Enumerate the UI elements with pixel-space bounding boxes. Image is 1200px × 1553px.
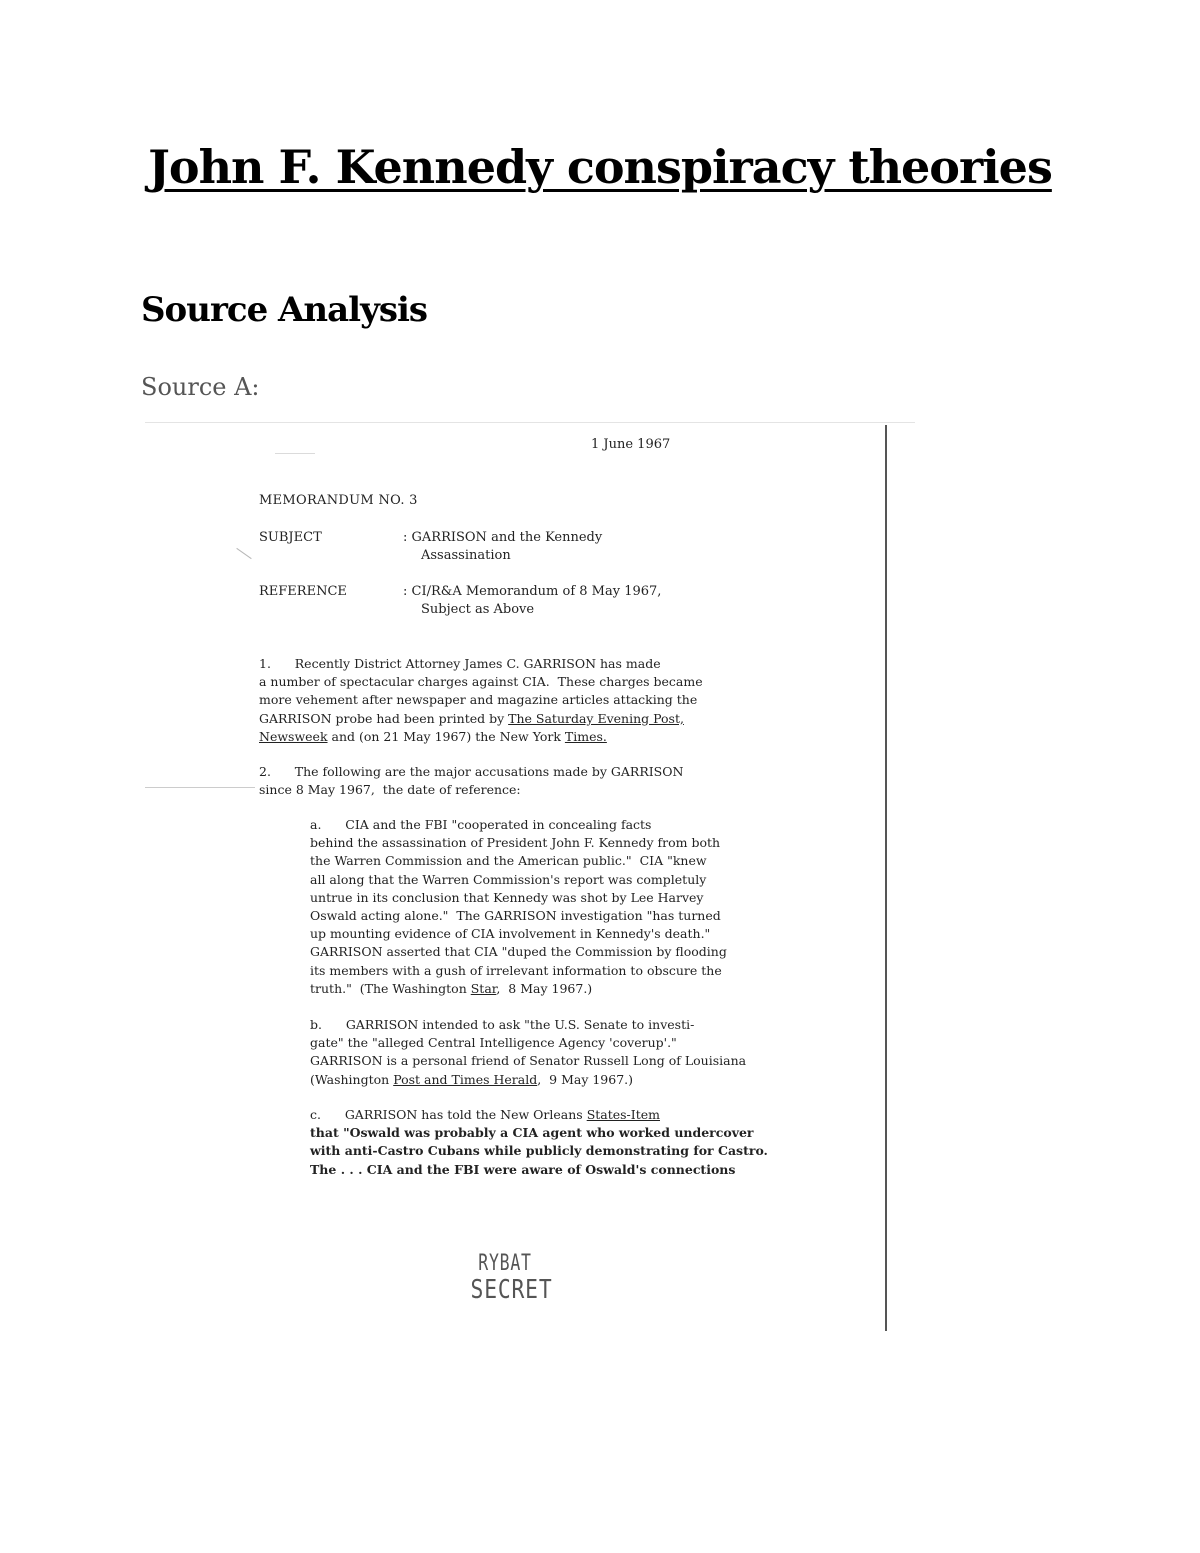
memo-line: 2. The following are the major accusations made by GARRISON — [259, 764, 684, 779]
memo-line: all along that the Warren Commission's report was completuly — [310, 871, 707, 887]
memo-line: that "Oswald was probably a CIA agent who worked undercover — [310, 1125, 754, 1141]
memo-line: GARRISON asserted that CIA "duped the Commission by flooding — [310, 944, 727, 960]
memo-line: , 8 May 1967.) — [496, 980, 593, 996]
memo-paragraph-1 — [259, 655, 859, 746]
scan-speck — [275, 453, 315, 454]
publication-name: Newsweek — [259, 728, 328, 744]
memo-line: Oswald acting alone." The GARRISON investigation "has turned — [310, 908, 721, 924]
publication-name: The Saturday Evening Post, — [508, 710, 684, 726]
memo-line: , 9 May 1967.) — [537, 1071, 634, 1087]
classification-stamp — [463, 1251, 553, 1305]
publication-name: Times. — [564, 728, 607, 744]
subject-value-line2: Assassination — [421, 548, 511, 563]
memo-item-c — [310, 1106, 870, 1179]
memo-line: a number of spectacular charges against CIA. These charges became — [259, 674, 703, 690]
scan-speck — [236, 548, 251, 559]
memo-line: with anti-Castro Cubans while publicly demonstrating for Castro. — [310, 1143, 768, 1159]
source-label: Source A: — [141, 373, 260, 401]
memo-line: more vehement after newspaper and magazine articles attacking the — [259, 692, 698, 708]
memo-scan — [145, 422, 915, 1335]
stamp-line-2: SECRET — [470, 1275, 553, 1305]
section-heading: Source Analysis — [141, 290, 428, 330]
subject-value-line1: : GARRISON and the Kennedy — [403, 530, 603, 545]
memo-line: 1. Recently District Attorney James C. GARRISON has made — [259, 656, 661, 671]
memo-line: up mounting evidence of CIA involvement in Kennedy's death." — [310, 926, 711, 942]
memo-line: The . . . CIA and the FBI were aware of Oswald's connections — [310, 1161, 736, 1177]
scan-speck — [145, 787, 255, 788]
memo-line: GARRISON is a personal friend of Senator Russell Long of Louisiana — [310, 1053, 747, 1069]
memo-line: untrue in its conclusion that Kennedy was shot by Lee Harvey — [310, 889, 704, 905]
memo-line: (Washington — [310, 1071, 394, 1087]
subject-key: SUBJECT — [259, 530, 322, 545]
memo-line: truth." (The Washington — [310, 980, 471, 996]
stamp-line-1: RYBAT — [478, 1251, 532, 1276]
memo-line: a. CIA and the FBI "cooperated in concealing facts — [310, 817, 652, 832]
memo-line: its members with a gush of irrelevant information to obscure the — [310, 962, 722, 978]
memo-line: behind the assassination of President John F. Kennedy from both — [310, 835, 721, 851]
memo-line: GARRISON probe had been printed by — [259, 710, 509, 726]
memo-margin-line — [885, 425, 887, 1331]
reference-value-line1: : CI/R&A Memorandum of 8 May 1967, — [403, 584, 662, 599]
publication-name: States-Item — [586, 1107, 660, 1122]
memo-line: and (on 21 May 1967) the New York — [327, 728, 565, 744]
memo-line: b. GARRISON intended to ask "the U.S. Senate to investi- — [310, 1017, 695, 1032]
memo-item-a — [310, 816, 860, 998]
memo-paragraph-2 — [259, 763, 859, 799]
memo-line: gate" the "alleged Central Intelligence Agency 'coverup'." — [310, 1035, 677, 1051]
memo-line: since 8 May 1967, the date of reference: — [259, 782, 521, 798]
memo-date: 1 June 1967 — [591, 437, 671, 452]
publication-name: Post and Times Herald — [393, 1071, 538, 1087]
memo-line: the Warren Commission and the American public." CIA "knew — [310, 853, 707, 869]
memo-line: c. GARRISON has told the New Orleans — [310, 1107, 587, 1122]
page-title: John F. Kennedy conspiracy theories — [148, 140, 1052, 194]
reference-value-line2: Subject as Above — [421, 602, 535, 617]
memo-item-b — [310, 1016, 870, 1089]
publication-name: Star — [470, 980, 497, 996]
memo-number: MEMORANDUM NO. 3 — [259, 493, 418, 508]
reference-key: REFERENCE — [259, 584, 347, 599]
